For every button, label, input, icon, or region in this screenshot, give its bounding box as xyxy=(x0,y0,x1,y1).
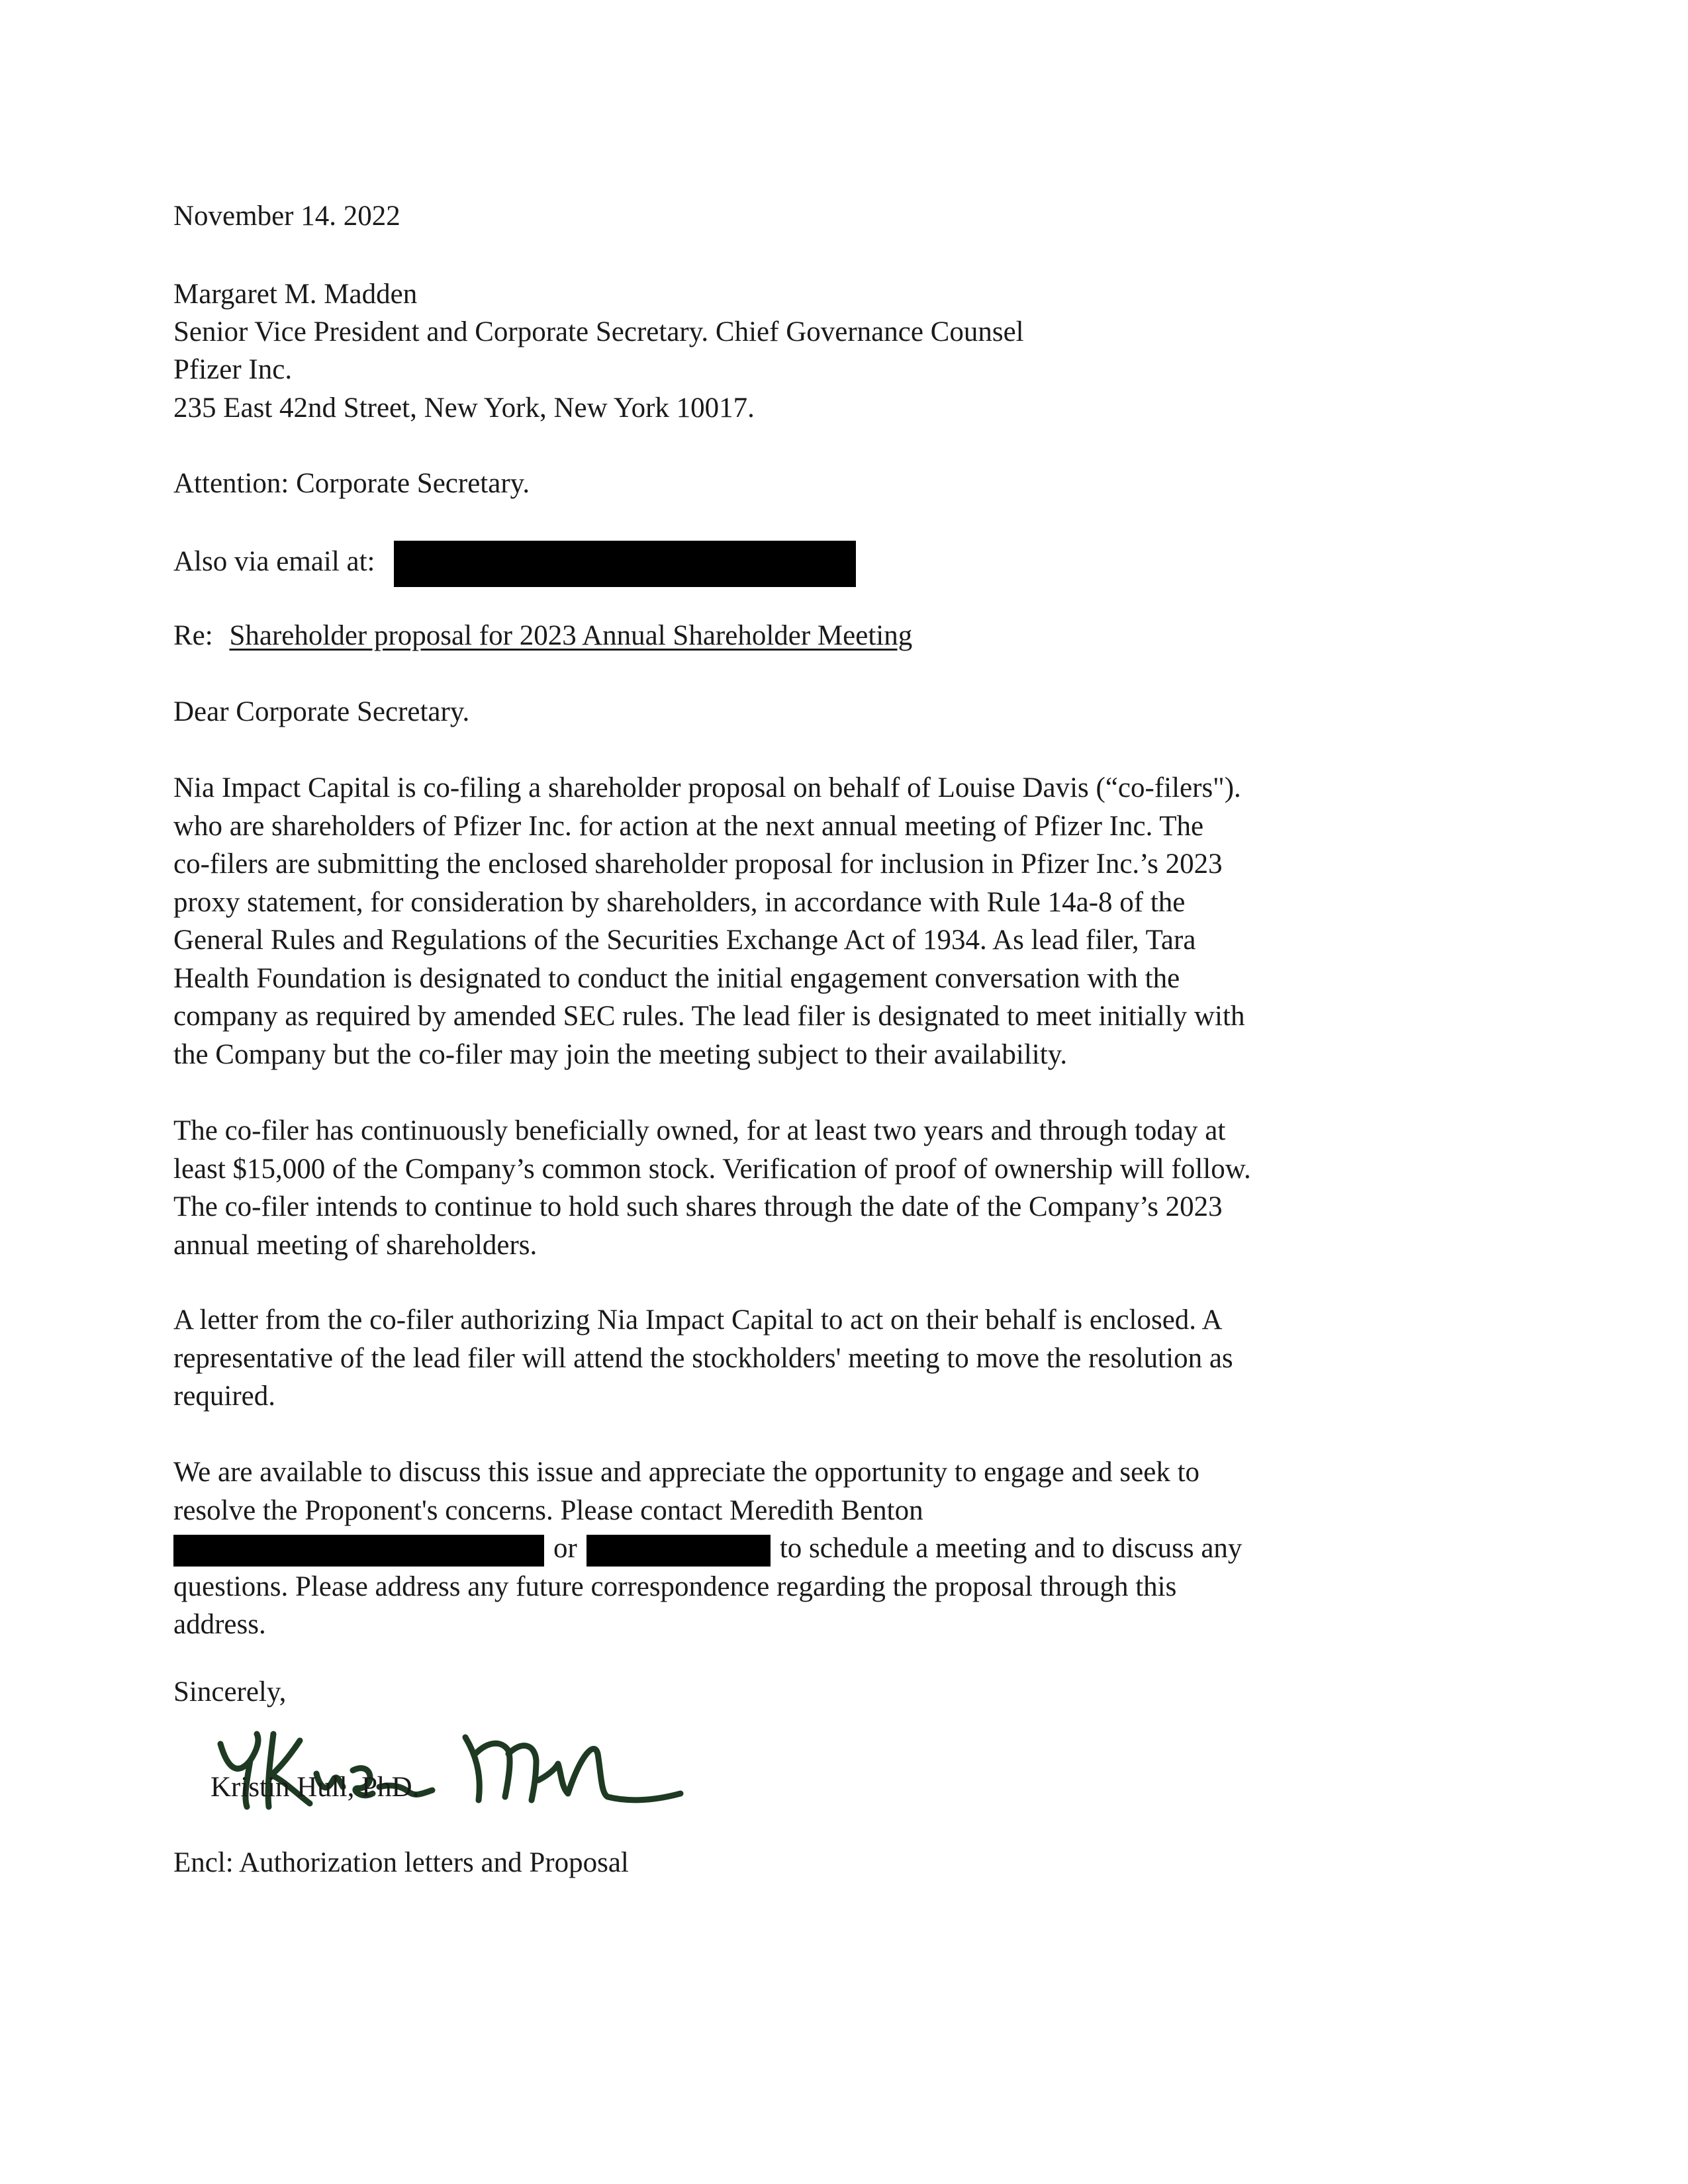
paragraph-2: The co-filer has continuously beneficially owned, for at least two years and through today at least $15,000 of the Company’s common stock. Verification of proof of ownership will follow. The co-filer intends to continue to hold such shares through the date of the Company’s 2023 annual meeting of shareholders. xyxy=(173,1115,1251,1261)
attention-line: Attention: Corporate Secretary. xyxy=(173,468,530,499)
recipient-title: Senior Vice President and Corporate Secretary. Chief Governance Counsel xyxy=(173,316,1024,347)
re-subject: Shareholder proposal for 2023 Annual Shareholder Meeting xyxy=(229,620,913,651)
redacted-phone xyxy=(173,1535,544,1567)
email-label: Also via email at: xyxy=(173,545,375,577)
re-label: Re: xyxy=(173,620,213,651)
paragraph-3: A letter from the co-filer authorizing Nia Impact Capital to act on their behalf is enclosed. A representative of the lead filer will attend the stockholders' meeting to move the resolution as required. xyxy=(173,1304,1233,1412)
recipient-company: Pfizer Inc. xyxy=(173,354,293,385)
recipient-address: 235 East 42nd Street, New York, New York 10017. xyxy=(173,392,755,424)
redacted-email xyxy=(394,541,856,587)
contact-line: or to schedule a meeting and to discuss any xyxy=(173,1529,1431,1568)
letter-date: November 14. 2022 xyxy=(173,201,400,232)
enclosure-line: Encl: Authorization letters and Proposal xyxy=(173,1847,629,1878)
signer-name: Kristin Hull, PhD. xyxy=(211,1772,420,1803)
redacted-contact-email xyxy=(586,1535,771,1567)
svg-text:Kristin Hull: Kristin Hull xyxy=(211,1714,214,1715)
paragraph-1: Nia Impact Capital is co-filing a shareholder proposal on behalf of Louise Davis (“co-filers"). who are shareholders of Pfizer Inc. for action at the next annual meeting of Pfizer Inc. The co-filers are submitting the enclosed shareholder proposal for inclusion in Pfizer Inc.’s 2023 proxy statement, for consideration by shareholders, in accordance with Rule 14a-8 of the General Rules and Regulations of the Securities Exchange Act of 1934. As lead filer, Tara Health Foundation is designated to conduct the initial engagement conversation with the company as required by amended SEC rules. The lead filer is designated to meet initially with the Company but the co-filer may join the meeting subject to their availability. xyxy=(173,772,1245,1070)
paragraph-4: We are available to discuss this issue and appreciate the opportunity to engage and seek to resolve the Proponent's concerns. Please contact Meredith Benton or to schedule a meeting and to discuss any questions. Please address any future correspondence regarding the proposal through this address. xyxy=(173,1453,1431,1644)
re-line xyxy=(173,617,912,655)
email-line xyxy=(173,541,856,587)
closing: Sincerely, xyxy=(173,1676,287,1707)
recipient-name: Margaret M. Madden xyxy=(173,279,418,310)
salutation: Dear Corporate Secretary. xyxy=(173,696,470,727)
